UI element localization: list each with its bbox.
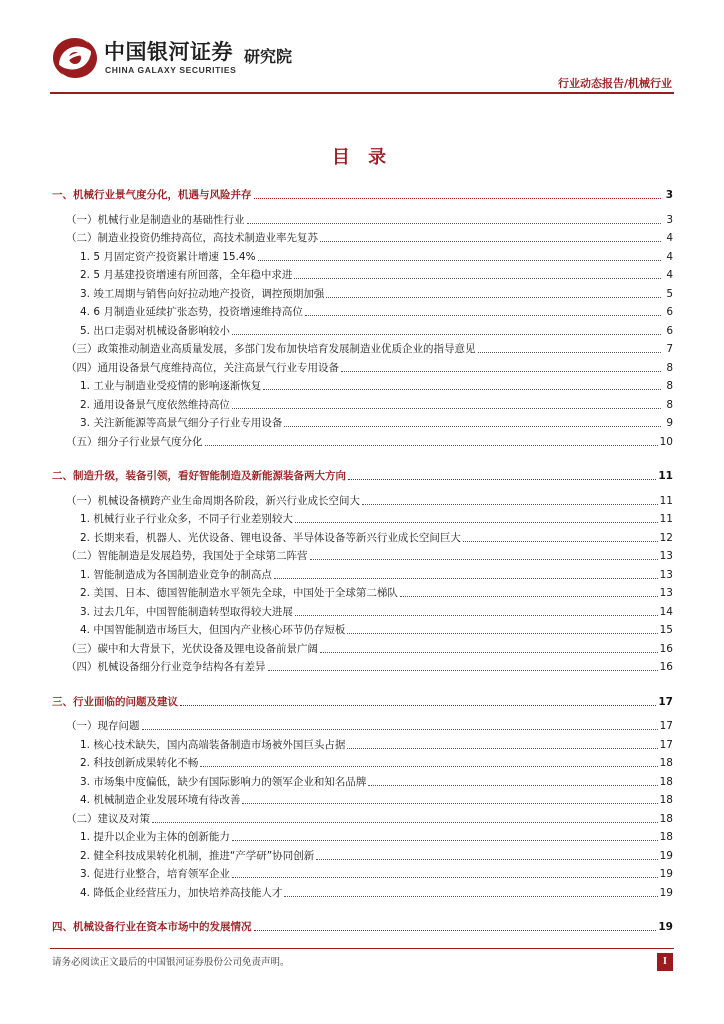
toc-entry-title: （一）机械行业是制造业的基础性行业 <box>66 213 245 226</box>
toc-entry-page-number: 18 <box>659 775 673 788</box>
toc-entry-title: 3. 促进行业整合，培育领军企业 <box>80 868 230 880</box>
toc-dot-leader <box>232 877 658 878</box>
toc-entry-page-number: 13 <box>659 568 673 581</box>
toc-dot-leader <box>242 803 657 804</box>
toc-entry-level-3[interactable] <box>52 373 673 393</box>
toc-dot-leader <box>463 541 658 542</box>
toc-entry-level-1[interactable] <box>52 914 673 934</box>
toc-entry-title: （四）通用设备景气度维持高位，关注高景气行业专用设备 <box>66 361 339 374</box>
toc-entry-page-number: 18 <box>659 812 673 825</box>
toc-entry-page-number: 9 <box>666 417 673 429</box>
toc-entry-title: 3. 过去几年，中国智能制造转型取得较大进展 <box>80 605 293 618</box>
toc-entry-level-3[interactable] <box>52 299 673 319</box>
toc-entry-title: 二、制造升级，装备引领，看好智能制造及新能源装备两大方向 <box>52 470 346 482</box>
toc-entry-title: 2. 长期来看，机器人、光伏设备、锂电设备、半导体设备等新兴行业成长空间巨大 <box>80 531 461 544</box>
toc-entry-page-number: 6 <box>666 324 673 337</box>
toc-entry-title: 一、机械行业景气度分化，机遇与风险并存 <box>52 189 252 201</box>
toc-entry-title: 2. 健全科技成果转化机制，推进“产学研”协同创新 <box>80 849 315 862</box>
toc-entry-page-number: 17 <box>658 695 673 708</box>
toc-entry-title: 2. 科技创新成果转化不畅 <box>80 757 199 769</box>
page-number-badge: I <box>657 953 673 971</box>
toc-entry-level-2[interactable] <box>52 488 673 508</box>
toc-entry-page-number: 8 <box>666 361 673 374</box>
toc-entry-title: 4. 6 月制造业延续扩张态势，投资增速维持高位 <box>80 306 303 318</box>
toc-entry-page-number: 18 <box>659 794 673 806</box>
toc-entry-page-number: 3 <box>665 189 673 201</box>
toc-entry-level-1[interactable] <box>52 689 673 709</box>
toc-entry-title: 5. 出口走弱对机械设备影响较小 <box>80 324 230 337</box>
toc-entry-page-number: 16 <box>659 642 673 655</box>
toc-dot-leader <box>142 729 658 730</box>
toc-entry-title: （二）制造业投资仍维持高位，高技术制造业率先复苏 <box>66 232 318 244</box>
toc-entry-page-number: 12 <box>659 531 673 544</box>
toc-entry-level-2[interactable] <box>52 429 673 449</box>
toc-entry-level-3[interactable] <box>52 262 673 282</box>
toc-entry-page-number: 10 <box>659 435 673 448</box>
toc-entry-level-3[interactable] <box>52 506 673 526</box>
toc-dot-leader <box>205 445 658 446</box>
toc-entry-level-2[interactable] <box>52 225 673 245</box>
toc-entry-page-number: 15 <box>659 624 673 636</box>
toc-dot-leader <box>152 822 658 823</box>
toc-entry-title: （四）机械设备细分行业竞争结构各有差异 <box>66 661 266 673</box>
toc-entry-title: 1. 工业与制造业受疫情的影响逐渐恢复 <box>80 380 262 392</box>
toc-entry-page-number: 13 <box>659 550 673 562</box>
toc-entry-level-3[interactable] <box>52 599 673 619</box>
footer-disclaimer: 请务必阅读正文最后的中国银河证券股份公司免责声明。 <box>52 957 290 968</box>
toc-entry-level-3[interactable] <box>52 281 673 301</box>
header-divider <box>50 92 674 94</box>
toc-dot-leader <box>368 785 657 786</box>
toc-entry-title: 1. 提升以企业为主体的创新能力 <box>80 831 230 843</box>
toc-entry-level-3[interactable] <box>52 617 673 637</box>
toc-entry-title: 4. 机械制造企业发展环境有待改善 <box>80 794 241 806</box>
toc-entry-page-number: 19 <box>659 886 673 899</box>
toc-entry-title: （三）碳中和大背景下，光伏设备及锂电设备前景广阔 <box>66 642 318 655</box>
toc-entry-level-3[interactable] <box>52 410 673 430</box>
toc-dot-leader <box>232 840 658 841</box>
toc-dot-leader <box>362 504 658 505</box>
toc-dot-leader <box>200 766 657 767</box>
toc-dot-leader <box>310 559 658 560</box>
toc-entry-page-number: 4 <box>666 232 673 244</box>
toc-dot-leader <box>294 278 661 279</box>
footer-divider <box>50 948 674 949</box>
toc-title: 目 录 <box>331 147 393 168</box>
toc-dot-leader <box>295 522 658 523</box>
toc-entry-level-2[interactable] <box>52 636 673 656</box>
toc-entry-level-2[interactable] <box>52 654 673 674</box>
toc-entry-page-number: 19 <box>658 921 673 933</box>
brand-name-en: CHINA GALAXY SECURITIES <box>105 65 237 75</box>
toc-entry-title: 四、机械设备行业在资本市场中的发展情况 <box>52 921 252 933</box>
toc-entry-page-number: 5 <box>666 287 673 300</box>
toc-entry-page-number: 18 <box>659 831 673 843</box>
toc-entry-title: 2. 通用设备景气度依然维持高位 <box>80 398 230 411</box>
toc-entry-level-2[interactable] <box>52 207 673 227</box>
toc-entry-page-number: 8 <box>666 398 673 411</box>
toc-entry-title: 3. 市场集中度偏低，缺少有国际影响力的领军企业和知名品牌 <box>80 775 367 788</box>
toc-entry-level-2[interactable] <box>52 336 673 356</box>
toc-entry-level-3[interactable] <box>52 562 673 582</box>
toc-entry-page-number: 16 <box>659 661 673 673</box>
toc-entry-page-number: 6 <box>666 306 673 318</box>
toc-entry-level-3[interactable] <box>52 769 673 789</box>
toc-entry-level-2[interactable] <box>52 806 673 826</box>
toc-entry-title: （五）细分子行业景气度分化 <box>66 435 203 448</box>
toc-dot-leader <box>284 426 661 427</box>
toc-dot-leader <box>232 334 661 335</box>
toc-entry-title: 1. 核心技术缺失，国内高端装备制造市场被外国巨头占据 <box>80 738 346 751</box>
toc-dot-leader <box>478 352 662 353</box>
toc-dot-leader <box>305 315 661 316</box>
toc-entry-level-3[interactable] <box>52 824 673 844</box>
toc-entry-level-3[interactable] <box>52 318 673 338</box>
toc-entry-level-3[interactable] <box>52 732 673 752</box>
toc-entry-page-number: 8 <box>666 380 673 392</box>
toc-dot-leader <box>274 578 658 579</box>
toc-entry-title: 三、行业面临的问题及建议 <box>52 695 178 708</box>
toc-entry-page-number: 19 <box>659 849 673 862</box>
toc-dot-leader <box>326 297 661 298</box>
toc-entry-title: （一）现存问题 <box>66 720 140 732</box>
toc-entry-page-number: 7 <box>666 343 673 355</box>
toc-entry-title: 1. 机械行业子行业众多，不同子行业差别较大 <box>80 513 293 525</box>
toc-entry-title: 2. 美国、日本、德国智能制造水平领先全球，中国处于全球第二梯队 <box>80 587 398 599</box>
toc-entry-title: （二）建议及对策 <box>66 812 150 825</box>
toc-entry-level-3[interactable] <box>52 750 673 770</box>
toc-dot-leader <box>254 198 662 199</box>
toc-entry-level-3[interactable] <box>52 392 673 412</box>
toc-dot-leader <box>320 241 661 242</box>
toc-dot-leader <box>232 408 661 409</box>
toc-dot-leader <box>263 389 661 390</box>
toc-entry-level-2[interactable] <box>52 355 673 375</box>
page-header <box>0 0 724 96</box>
toc-entry-page-number: 17 <box>659 738 673 751</box>
toc-entry-level-1[interactable] <box>52 463 673 483</box>
toc-dot-leader <box>180 705 656 706</box>
toc-entry-title: 4. 中国智能制造市场巨大，但国内产业核心环节仍存短板 <box>80 624 346 636</box>
toc-dot-leader <box>316 859 657 860</box>
toc-dot-leader <box>348 479 656 480</box>
toc-dot-leader <box>268 670 658 671</box>
toc-entry-level-3[interactable] <box>52 787 673 807</box>
toc-entry-page-number: 14 <box>659 605 673 618</box>
toc-dot-leader <box>400 596 658 597</box>
toc-entry-level-2[interactable] <box>52 713 673 733</box>
toc-dot-leader <box>320 652 658 653</box>
toc-entry-page-number: 18 <box>659 757 673 769</box>
toc-entry-page-number: 13 <box>659 587 673 599</box>
report-type-label: 行业动态报告/机械行业 <box>557 77 672 90</box>
toc-entry-level-2[interactable] <box>52 543 673 563</box>
toc-entry-title: 1. 智能制造成为各国制造业竞争的制高点 <box>80 568 272 581</box>
toc-entry-title: 4. 降低企业经营压力，加快培养高技能人才 <box>80 886 283 899</box>
toc-entry-title: 2. 5 月基建投资增速有所回落，全年稳中求进 <box>80 269 293 281</box>
toc-entry-title: （一）机械设备横跨产业生命周期各阶段，新兴行业成长空间大 <box>66 494 360 507</box>
toc-entry-page-number: 4 <box>666 269 673 281</box>
toc-entry-page-number: 19 <box>659 868 673 880</box>
toc-entry-title: （二）智能制造是发展趋势，我国处于全球第二阵营 <box>66 550 308 562</box>
toc-entry-title: 3. 竣工周期与销售向好拉动地产投资，调控预期加强 <box>80 287 325 300</box>
toc-entry-title: （三）政策推动制造业高质量发展，多部门发布加快培育发展制造业优质企业的指导意见 <box>66 343 476 355</box>
toc-dot-leader <box>341 371 661 372</box>
galaxy-swirl-logo-icon <box>50 34 100 82</box>
toc-entry-title: 1. 5 月固定资产投资累计增速 15.4% <box>80 250 256 263</box>
toc-entry-page-number: 17 <box>659 720 673 732</box>
toc-entry-page-number: 3 <box>666 213 673 226</box>
toc-entry-page-number: 11 <box>659 513 673 525</box>
toc-dot-leader <box>295 615 658 616</box>
toc-entry-page-number: 4 <box>666 250 673 263</box>
toc-entry-level-3[interactable] <box>52 525 673 545</box>
brand-institute: 研究院 <box>244 47 293 66</box>
toc-entry-level-3[interactable] <box>52 861 673 881</box>
toc-dot-leader <box>347 748 657 749</box>
toc-dot-leader <box>258 260 661 261</box>
toc-dot-leader <box>254 930 657 931</box>
toc-entry-title: 3. 关注新能源等高景气细分子行业专用设备 <box>80 417 283 429</box>
toc-entry-level-3[interactable] <box>52 580 673 600</box>
toc-entry-level-1[interactable] <box>52 182 673 202</box>
toc-entry-page-number: 11 <box>658 470 673 482</box>
toc-dot-leader <box>347 633 657 634</box>
brand-name-cn: 中国银河证券 <box>104 40 233 64</box>
toc-entry-level-3[interactable] <box>52 244 673 264</box>
toc-dot-leader <box>247 223 662 224</box>
toc-entry-page-number: 11 <box>659 494 673 507</box>
toc-dot-leader <box>284 896 657 897</box>
toc-entry-level-3[interactable] <box>52 843 673 863</box>
toc-entry-level-3[interactable] <box>52 880 673 900</box>
